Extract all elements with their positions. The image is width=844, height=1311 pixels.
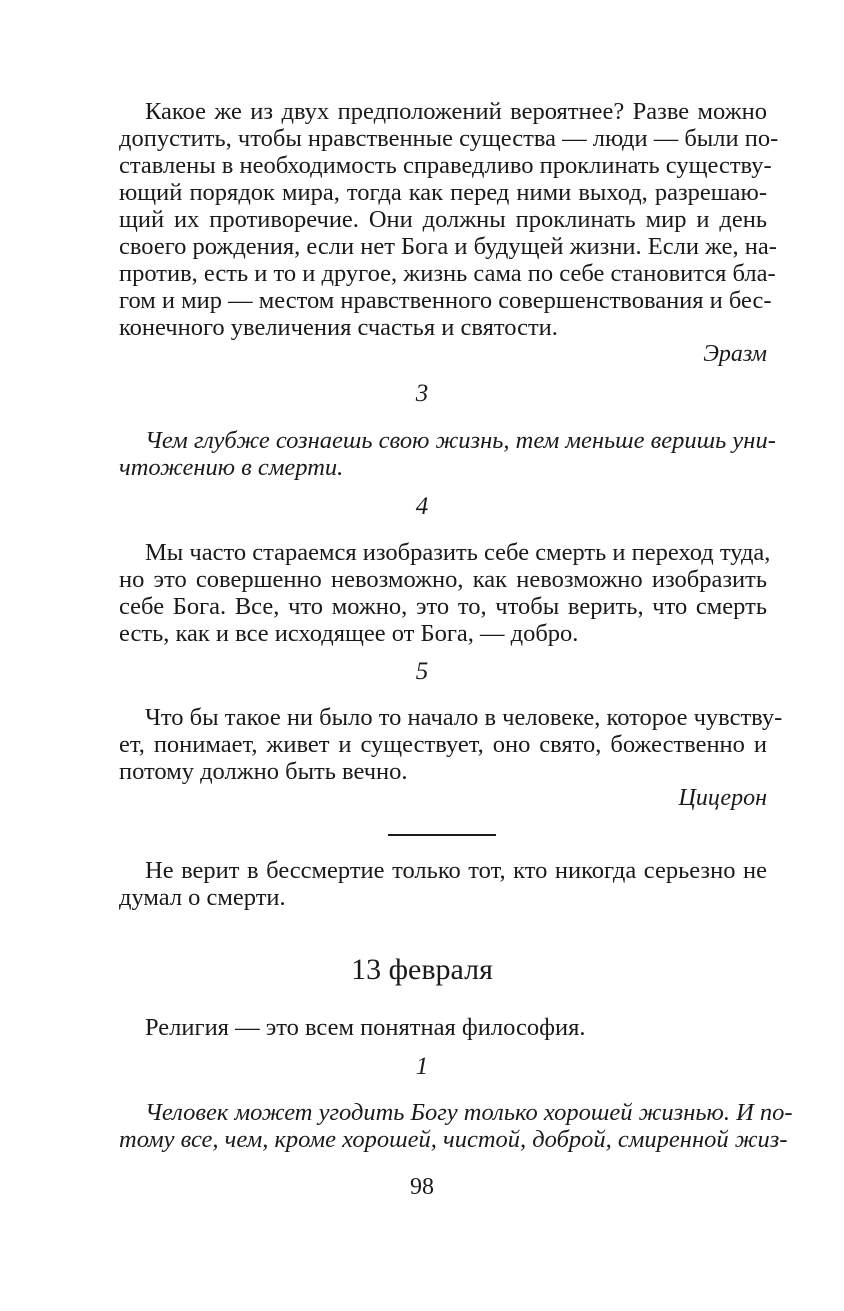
date-heading: 13 февраля xyxy=(351,953,493,986)
text-line: ющий порядок мира, тогда как перед ними выход, разрешаю- xyxy=(119,179,767,206)
text-line: конечного увеличения счастья и святости. xyxy=(119,314,558,341)
text-line: Человек может угодить Богу только хорошей жизнью. И по- xyxy=(145,1099,793,1126)
text-line: есть, как и все исходящее от Бога, — добро. xyxy=(119,620,579,647)
paragraph-section-1 xyxy=(119,1099,793,1153)
paragraph-section-5 xyxy=(119,704,783,812)
text-line: Что бы такое ни было то начало в человеке, которое чувству- xyxy=(145,704,783,731)
text-line: Не верит в бессмертие только тот, кто никогда серьезно не xyxy=(145,857,767,884)
text-line: но это совершенно невозможно, как невозможно изобразить xyxy=(119,566,767,593)
section-number-3: 3 xyxy=(415,380,429,407)
attribution-erasmus: Эразм xyxy=(703,341,767,367)
section-number-5: 5 xyxy=(415,658,429,685)
page-number: 98 xyxy=(410,1174,434,1200)
text-line: тому все, чем, кроме хорошей, чистой, доброй, смиренной жиз- xyxy=(119,1126,788,1153)
epigraph xyxy=(119,1014,767,1041)
text-line: ставлены в необходимость справедливо проклинать существу- xyxy=(119,152,772,179)
text-line: щий их противоречие. Они должны проклинать мир и день xyxy=(119,206,767,233)
text-line: Какое же из двух предположений вероятнее? Разве можно xyxy=(145,98,767,125)
text-line: потому должно быть вечно. xyxy=(119,758,408,785)
text-line: Мы часто стараемся изобразить себе смерть и переход туда, xyxy=(145,539,771,566)
text-line: думал о смерти. xyxy=(119,884,286,911)
text-line: допустить, чтобы нравственные существа — люди — были по- xyxy=(119,125,779,152)
text-line: себе Бога. Все, что можно, это то, чтобы верить, что смерть xyxy=(119,593,767,620)
section-divider xyxy=(388,834,496,836)
text-line: Религия — это всем понятная философия. xyxy=(145,1014,586,1041)
section-number-1: 1 xyxy=(415,1053,429,1080)
paragraph-erasmus xyxy=(119,98,779,368)
section-number-4: 4 xyxy=(415,493,429,520)
text-line: против, есть и то и другое, жизнь сама по себе становится бла- xyxy=(119,260,776,287)
paragraph-closing xyxy=(119,857,767,911)
text-line: гом и мир — местом нравственного совершенствования и бес- xyxy=(119,287,772,314)
paragraph-section-3 xyxy=(119,427,776,481)
text-line: Чем глубже сознаешь свою жизнь, тем меньше веришь уни- xyxy=(145,427,776,454)
text-line: ет, понимает, живет и существует, оно свято, божественно и xyxy=(119,731,767,758)
text-line: чтожению в смерти. xyxy=(119,454,344,481)
text-line: своего рождения, если нет Бога и будущей жизни. Если же, на- xyxy=(119,233,777,260)
attribution-cicero: Цицерон xyxy=(678,785,767,811)
paragraph-section-4 xyxy=(119,539,771,647)
